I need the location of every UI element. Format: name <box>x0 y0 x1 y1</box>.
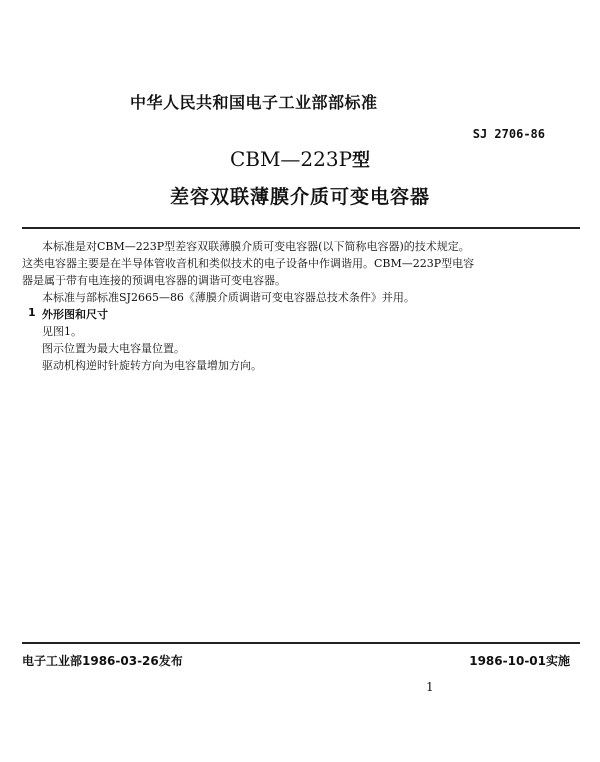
section-line-1: 见图1。 <box>42 325 82 338</box>
section-line-2: 图示位置为最大电容量位置。 <box>42 342 185 355</box>
issue-date: 电子工业部1986-03-26发布 <box>22 654 183 668</box>
page-number: 1 <box>426 680 434 694</box>
document-model-title <box>0 146 600 172</box>
section-line-3: 驱动机构逆时针旋转方向为电容量增加方向。 <box>42 359 262 372</box>
body-paragraph-1-line-1: 本标准是对CBM—223P型差容双联薄膜介质可变电容器(以下简称电容器)的技术规定。 <box>42 240 470 253</box>
body-paragraph-2: 本标准与部标准SJ2665—86《薄膜介质调谐可变电容器总技术条件》并用。 <box>42 291 415 304</box>
footer-divider <box>22 642 580 644</box>
model-number: CBM—223P <box>229 147 353 171</box>
header-divider <box>22 227 580 229</box>
section-number: 1 <box>28 306 36 319</box>
body-paragraph-1-line-2: 这类电容器主要是在半导体管收音机和类似技术的电子设备中作调谐用。CBM—223P型电容 <box>22 257 475 270</box>
document-title: 差容双联薄膜介质可变电容器 <box>169 186 430 208</box>
standard-code: SJ 2706-86 <box>472 127 545 141</box>
model-suffix: 型 <box>352 150 371 171</box>
effective-date: 1986-10-01实施 <box>469 654 570 668</box>
issuing-organization: 中华人民共和国电子工业部部标准 <box>130 93 378 112</box>
section-title: 外形图和尺寸 <box>42 308 108 321</box>
body-paragraph-1-line-3: 器是属于带有电连接的预调电容器的调谐可变电容器。 <box>22 274 286 287</box>
